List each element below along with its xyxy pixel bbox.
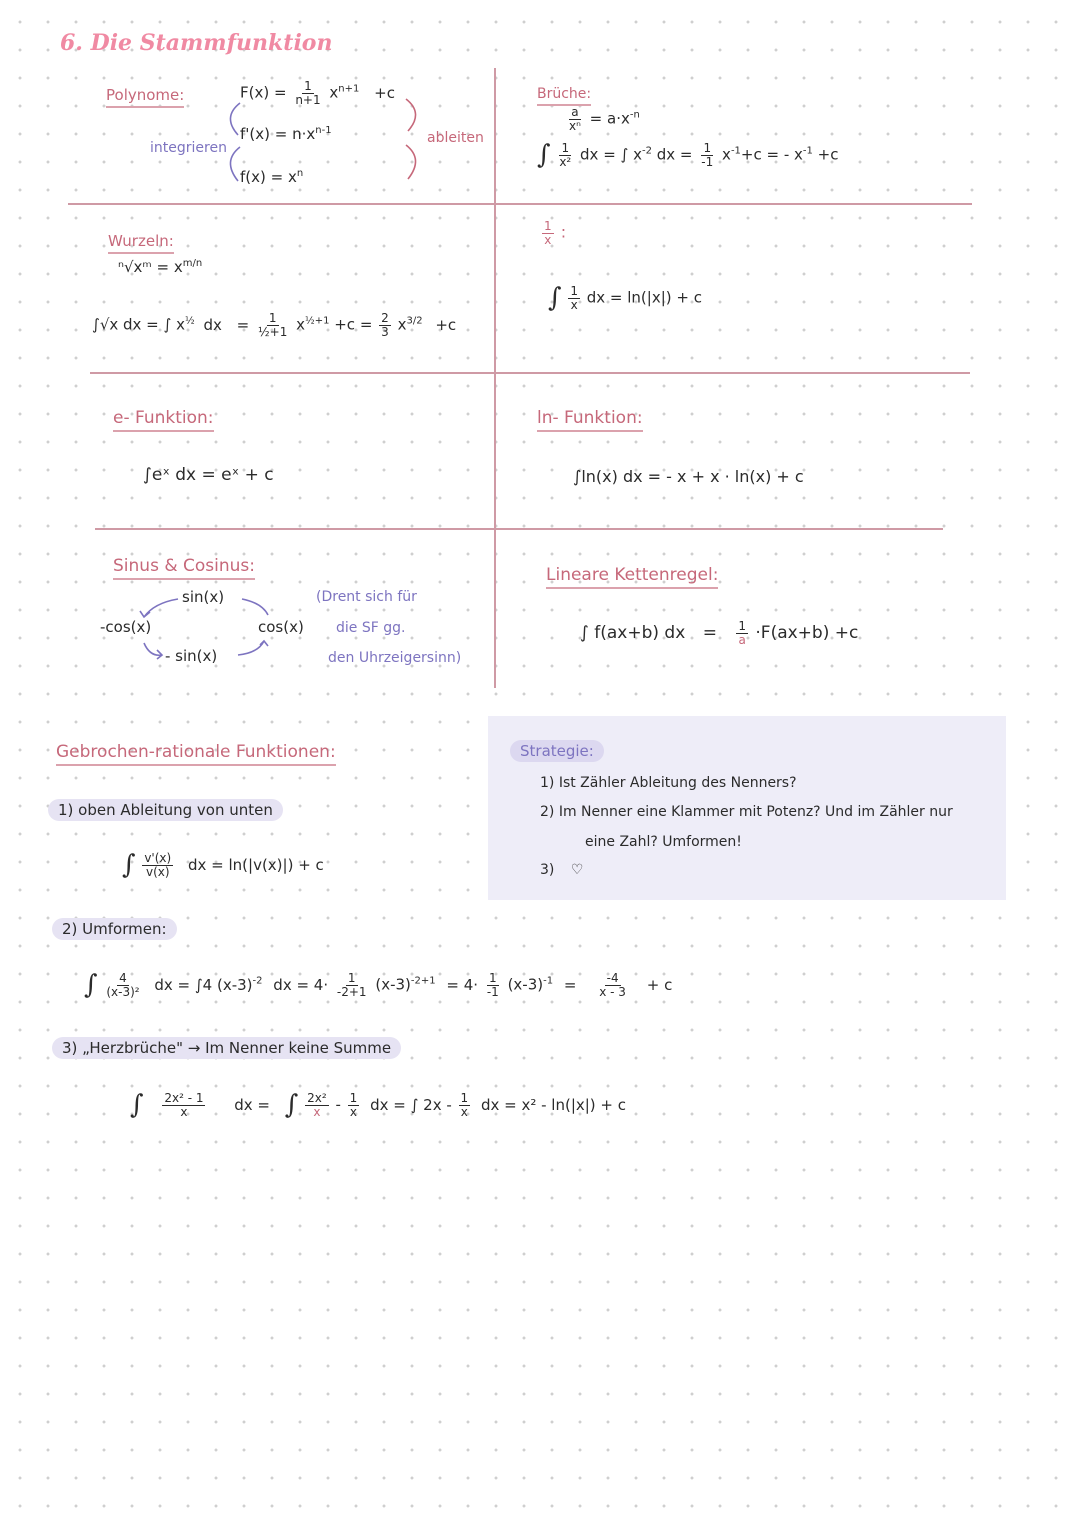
rule-2-label: 2) Umformen:	[52, 918, 177, 940]
polynome-heading: Polynome:	[106, 86, 184, 108]
reciprocal-integral: ∫ $\frac{1}{x}$ dx = ln(|x|) + c	[548, 283, 702, 313]
reciprocal-heading: $\frac{1}{x}$ :	[544, 219, 567, 247]
kettenregel-heading: Lineare Kettenregel:	[546, 565, 718, 589]
sinus-note-3: den Uhrzeigersinn)	[328, 650, 462, 666]
wurzeln-root: ⁿ√xᵐ = $x^{m/n}$	[118, 258, 203, 276]
ableiten-label: ableiten	[427, 130, 484, 146]
heart-icon: ♡	[570, 862, 584, 878]
polynome-F: F(x) = $\frac{1}{n+1}$ $x^{n+1} +c$	[240, 79, 395, 107]
rule-1-label: 1) oben Ableitung von unten	[48, 799, 283, 821]
rule-3-label: 3) „Herzbrüche" → Im Nenner keine Summe	[52, 1037, 401, 1059]
kettenregel-formula: ∫ f(ax+b) dx = $\frac{1}{a}$ ·F(ax+b) +c	[580, 619, 859, 647]
sinus-note-2: die SF gg.	[336, 620, 406, 636]
strategie-step-2b: eine Zahl? Umformen!	[585, 834, 742, 850]
divider-row-1	[68, 203, 972, 205]
sinus-top: sin(x)	[182, 588, 225, 606]
lnfunktion-heading: ln- Funktion:	[537, 408, 643, 432]
rule-2-formula: ∫ $\frac{4}{\text{(x-3)²}}$ dx = ∫4 $(x-3)^{-2}$ dx = 4· $\frac{1}{-2+1}$ $(x-3)^{-2+1} = 4\cdot$ $\frac{1}{-1}$ $(x-3)^{-1}$ = $\frac{-4}{x - 3}$ + c	[84, 970, 673, 1000]
sinus-bottom: - sin(x)	[165, 647, 218, 665]
gebrochen-heading: Gebrochen-rationale Funktionen:	[56, 742, 336, 766]
sinus-heading: Sinus & Cosinus:	[113, 556, 255, 580]
divider-row-3	[95, 528, 943, 530]
arrows-polynome-icon	[218, 95, 428, 190]
wurzeln-integral: ∫√x dx = ∫ $x^{\frac{1}{2}}$ dx = $\frac{1}{\text{½+1}}$ $x^{\frac{1}{2}+1} +c$ = $\frac{2}{3}$ $x^{3/2} +c$	[92, 311, 457, 339]
wurzeln-heading: Wurzeln:	[108, 232, 174, 254]
efunktion-heading: e- Funktion:	[113, 408, 214, 432]
efunktion-formula: ∫eˣ dx = eˣ + c	[143, 465, 274, 485]
sinus-right: cos(x)	[258, 618, 304, 636]
sinus-left: -cos(x)	[100, 618, 152, 636]
divider-vertical	[494, 68, 496, 688]
polynome-fprime: $f'(x) = n\cdot x^{n-1}$	[240, 125, 332, 143]
sinus-note-1: (Drent sich für	[316, 589, 417, 605]
cycle-arrows-icon	[130, 595, 280, 665]
lnfunktion-formula: ∫ln(x) dx = - x + x · ln(x) + c	[573, 467, 804, 486]
brueche-line2: ∫ $\frac{1}{\text{x²}}$ dx = ∫ $x^{-2}$ dx = $\frac{1}{-1}$ $x^{-1}+c$ = - $x^{-1} +c$	[537, 140, 839, 170]
page-title: 6. Die Stammfunktion	[60, 30, 333, 56]
strategie-heading: Strategie:	[510, 740, 604, 762]
rule-3-formula: ∫ $\frac{\text{2x² - 1}}{x}$ dx = ∫ $\frac{\text{2x²}}{x}$ - $\frac{1}{x}$ dx = ∫ 2x - $\frac{1}{x}$ dx = x² - ln(|x|) + c	[130, 1090, 627, 1120]
integrieren-label: integrieren	[150, 140, 227, 156]
strategie-step-2: 2) Im Nenner eine Klammer mit Potenz? Und im Zähler nur	[540, 804, 953, 820]
strategie-step-1: 1) Ist Zähler Ableitung des Nenners?	[540, 775, 797, 791]
polynome-f: $f(x) = x^n$	[240, 168, 304, 186]
divider-row-2	[90, 372, 970, 374]
strategie-step-3: 3) ♡	[540, 862, 584, 878]
brueche-heading: Brüche:	[537, 86, 591, 106]
rule-1-formula: ∫ $\frac{v'(x)}{v(x)}$ dx = ln(|v(x)|) + c	[122, 850, 324, 880]
brueche-line1: $\frac{a}{\text{xⁿ}}$ = $a\cdot x^{-n}$	[569, 105, 640, 133]
